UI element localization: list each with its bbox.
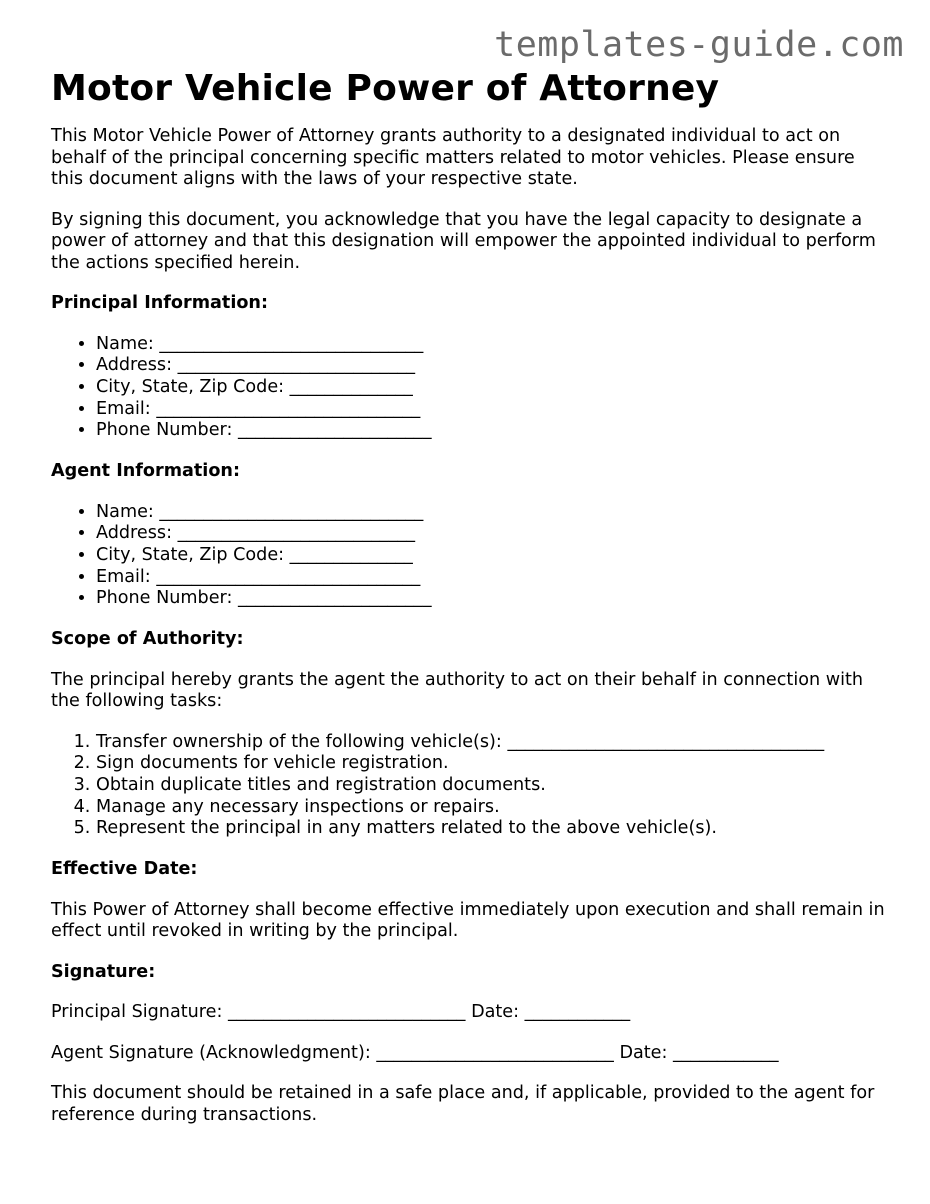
principal-address-field: • Address: ___________________________	[96, 355, 891, 377]
task-item: 1. Transfer ownership of the following vehicle(s): ____________________________________	[96, 732, 891, 754]
principal-heading: Principal Information:	[51, 293, 268, 313]
agent-fields-list	[51, 502, 891, 611]
agent-city-field: • City, State, Zip Code: ______________	[96, 545, 891, 567]
principal-city-field: • City, State, Zip Code: ______________	[96, 377, 891, 399]
watermark: templates-guide.com	[494, 25, 904, 65]
effective-date-heading: Effective Date:	[51, 859, 198, 880]
effective-date-paragraph: This Power of Attorney shall become effective immediately upon execution and shall remain in effect until revoked in writing by the principal.	[51, 899, 885, 942]
scope-task-list	[51, 732, 891, 841]
principal-name-field: • Name: ______________________________	[96, 334, 891, 356]
principal-fields-list	[51, 334, 891, 443]
task-item: 2. Sign documents for vehicle registration.	[96, 753, 891, 775]
agent-phone-field: • Phone Number: ______________________	[96, 588, 891, 610]
document-title: Motor Vehicle Power of Attorney	[51, 68, 720, 109]
principal-signature-line: Principal Signature: ___________________________ Date: ____________	[51, 1002, 631, 1023]
task-item: 4. Manage any necessary inspections or repairs.	[96, 797, 891, 819]
signature-heading: Signature:	[51, 961, 156, 982]
intro-paragraph: This Motor Vehicle Power of Attorney grants authority to a designated individual to act on behalf of the principal concerning specific matters related to motor vehicles. Please ensure this document aligns with the laws of your respective state.	[51, 126, 855, 189]
document-page	[51, 0, 891, 1126]
agent-name-field: • Name: ______________________________	[96, 502, 891, 524]
closing-paragraph: This document should be retained in a safe place and, if applicable, provided to the agent for reference during transactions.	[51, 1083, 875, 1125]
scope-paragraph: The principal hereby grants the agent the authority to act on their behalf in connection with the following tasks:	[51, 669, 864, 712]
acknowledgment-paragraph: By signing this document, you acknowledge that you have the legal capacity to designate a power of attorney and that this designation will empower the appointed individual to perform the actions specified herein.	[51, 209, 876, 273]
task-item: 5. Represent the principal in any matters related to the above vehicle(s).	[96, 818, 891, 840]
agent-heading: Agent Information:	[51, 461, 240, 482]
principal-phone-field: • Phone Number: ______________________	[96, 420, 891, 442]
principal-email-field: • Email: ______________________________	[96, 399, 891, 421]
agent-email-field: • Email: ______________________________	[96, 567, 891, 589]
scope-heading: Scope of Authority:	[51, 629, 244, 650]
task-item: 3. Obtain duplicate titles and registration documents.	[96, 775, 891, 797]
agent-address-field: • Address: ___________________________	[96, 523, 891, 545]
agent-signature-line: Agent Signature (Acknowledgment): ___________________________ Date: ____________	[51, 1042, 779, 1063]
